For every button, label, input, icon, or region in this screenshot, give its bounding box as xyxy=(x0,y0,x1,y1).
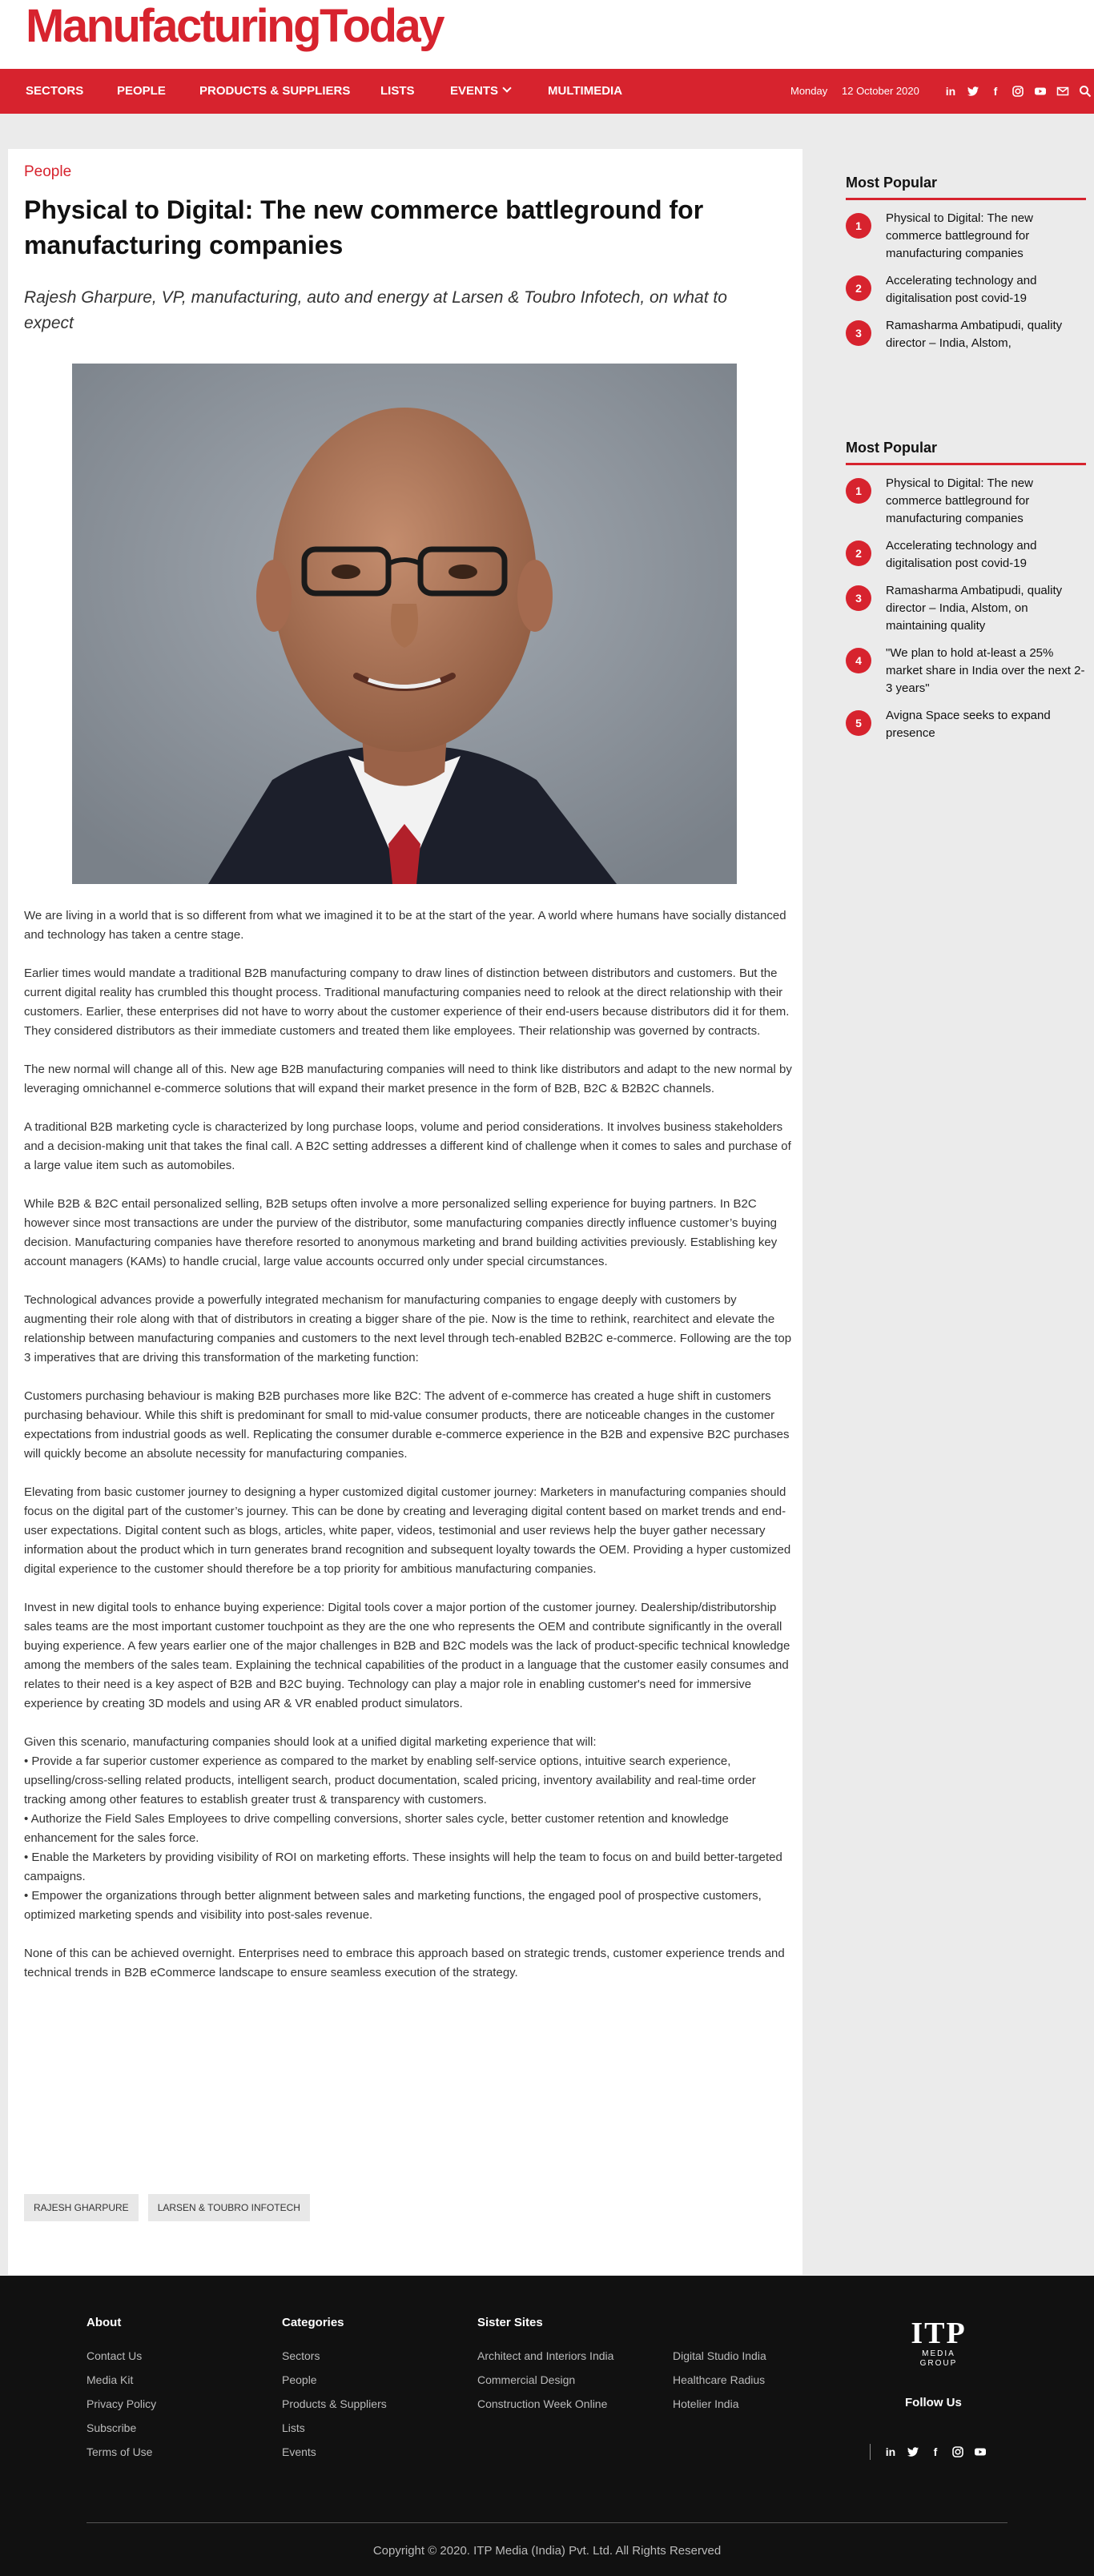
footer-heading: Sister Sites xyxy=(477,2316,543,2329)
follow-us-label: Follow Us xyxy=(905,2396,962,2409)
sidebar-heading: Most Popular xyxy=(846,175,1086,200)
popular-item[interactable] xyxy=(846,707,1086,742)
itp-logo-media: MEDIA xyxy=(922,2349,955,2358)
popular-item-title: Ramasharma Ambatipudi, quality director – India, Alstom, on maintaining quality xyxy=(886,584,1063,633)
instagram-icon[interactable] xyxy=(951,2445,965,2459)
nav-products-suppliers[interactable]: PRODUCTS & SUPPLIERS xyxy=(199,84,351,98)
site-footer xyxy=(0,2276,1094,2576)
popular-item-title: Accelerating technology and digitalisation post covid-19 xyxy=(886,539,1037,570)
nav-lists[interactable]: LISTS xyxy=(380,84,415,98)
article-paragraph: Invest in new digital tools to enhance buying experience: Digital tools cover a major portion of the customer journey. Dealership/distributorship sales teams are the most important customer touchpoint as they are the one who represents the OEM and contribute significantly in the overall buying experience. A few years earlier one of the major challenges in B2B and B2C models was the lack of product-specific technical knowledge among the members of the sales team. Explaining the technical capabilities of the product in a language that the customer easily consumes and relates to their need is a key aspect of B2B and B2C buying. Technology can play a major role in enabling customer's need for immersive experience by creating 3D models and using AR & VR enabled product simulators. xyxy=(24,1601,790,1710)
itp-media-logo[interactable] xyxy=(899,2317,979,2369)
popular-item[interactable] xyxy=(846,317,1086,352)
popular-item-title: Accelerating technology and digitalisation post covid-19 xyxy=(886,274,1037,305)
footer-link-media-kit[interactable]: Media Kit xyxy=(86,2373,134,2386)
linkedin-icon[interactable]: in xyxy=(945,85,956,98)
twitter-icon[interactable] xyxy=(966,84,980,98)
itp-logo-group: GROUP xyxy=(919,2359,958,2368)
popular-list xyxy=(846,210,1086,352)
popular-item-title: Avigna Space seeks to expand presence xyxy=(886,709,1051,740)
footer-link-commercial-design[interactable]: Commercial Design xyxy=(477,2373,576,2386)
email-icon[interactable] xyxy=(1056,84,1070,98)
popular-item-title: Physical to Digital: The new commerce battleground for manufacturing companies xyxy=(886,211,1033,260)
rank-badge: 3 xyxy=(846,320,871,346)
article-tags xyxy=(24,2194,310,2221)
article-body xyxy=(24,906,793,2002)
footer-link-subscribe[interactable]: Subscribe xyxy=(86,2421,137,2434)
popular-item[interactable] xyxy=(846,272,1086,307)
youtube-icon[interactable] xyxy=(1033,84,1048,98)
footer-link-digital-studio[interactable]: Digital Studio India xyxy=(673,2349,766,2362)
site-logo[interactable] xyxy=(26,0,443,56)
facebook-icon[interactable]: f xyxy=(933,2445,938,2458)
author-portrait-photo xyxy=(72,364,737,884)
itp-logo-text: ITP xyxy=(911,2317,967,2350)
rank-badge: 2 xyxy=(846,275,871,301)
footer-divider xyxy=(86,2522,1008,2523)
youtube-icon[interactable] xyxy=(973,2445,987,2459)
popular-item-title: "We plan to hold at-least a 25% market share in India over the next 2-3 years" xyxy=(886,646,1085,695)
chevron-down-icon xyxy=(502,83,511,92)
sidebar-most-popular-2 xyxy=(846,440,1086,752)
search-icon[interactable] xyxy=(1078,84,1092,98)
footer-link-lists[interactable]: Lists xyxy=(282,2421,305,2434)
footer-link-healthcare-radius[interactable]: Healthcare Radius xyxy=(673,2373,766,2386)
rank-badge: 2 xyxy=(846,541,871,566)
footer-link-events[interactable]: Events xyxy=(282,2445,316,2458)
article-subtitle: Rajesh Gharpure, VP, manufacturing, auto and energy at Larsen & Toubro Infotech, on what to expect xyxy=(24,288,727,332)
nav-sectors[interactable]: SECTORS xyxy=(26,84,84,98)
copyright-text: Copyright © 2020. ITP Media (India) Pvt. Ltd. All Rights Reserved xyxy=(372,2544,722,2558)
footer-link-contact-us[interactable]: Contact Us xyxy=(86,2349,143,2362)
article-paragraph: Earlier times would mandate a traditional B2B manufacturing company to draw lines of distinction between distributors and customers. But the current digital reality has crumbled this thought process. Traditional manufacturing companies need to relook at the direct relationship with their customers. Earlier, these enterprises did not have to worry about the customer experience of their end-users because distributors did it for them. They considered distributors as their immediate customers and treated them like employees. Their relationship was governed by contracts. xyxy=(24,967,790,1038)
tag-larsen-toubro-infotech[interactable]: LARSEN & TOUBRO INFOTECH xyxy=(148,2194,310,2221)
footer-about xyxy=(86,2316,156,2464)
rank-badge: 1 xyxy=(846,213,871,239)
footer-heading: About xyxy=(86,2316,122,2329)
popular-item-title: Physical to Digital: The new commerce battleground for manufacturing companies xyxy=(886,476,1033,525)
article-title: Physical to Digital: The new commerce battleground for manufacturing companies xyxy=(24,195,704,259)
footer-heading: Categories xyxy=(282,2316,344,2329)
rank-badge: 3 xyxy=(846,585,871,611)
divider xyxy=(870,2444,871,2460)
article-paragraph-list: Given this scenario, manufacturing companies should look at a unified digital marketing experience that will: • Provide a far superior customer experience as compared to the market by enabling self-service options, intuitive search experience, upselling/cross-selling related products, intelligent search, product documentation, scaled pricing, inventory availability and real-time order tracking among other features to establish greater trust & transparency with customers. • Authorize the Field Sales Employees to drive compelling conversions, shorter sales cycle, better customer retention and knowledge enhancement for the sales force. • Enable the Marketers by providing visibility of ROI on marketing efforts. These insights will help the team to focus on and build better-targeted campaigns. • Empower the organizations through better alignment between sales and marketing functions, the engaged pool of prospective customers, optimized marketing spends and visibility into post-sales revenue. xyxy=(24,1735,782,1922)
article-category[interactable]: People xyxy=(24,163,72,180)
twitter-icon[interactable] xyxy=(906,2445,920,2459)
main-nav xyxy=(0,69,1094,114)
footer-link-hotelier-india[interactable]: Hotelier India xyxy=(673,2397,739,2410)
rank-badge: 1 xyxy=(846,478,871,504)
article-paragraph: Technological advances provide a powerfully integrated mechanism for manufacturing companies to engage deeply with customers by augmenting their role along with that of distributors in creating a bigger share of the pie. Now is the time to rethink, rearchitect and elevate the relationship between manufacturing companies and customers to the next level through tech-enabled B2B2C e-commerce. Following are the top 3 imperatives that are driving this transformation of the marketing function: xyxy=(24,1293,792,1364)
popular-item[interactable] xyxy=(846,582,1086,635)
footer-link-sectors[interactable]: Sectors xyxy=(282,2349,320,2362)
footer-link-people[interactable]: People xyxy=(282,2373,317,2386)
popular-list xyxy=(846,475,1086,742)
article-paragraph: While B2B & B2C entail personalized selling, B2B setups often involve a more personalized selling experience for buying partners. In B2C however since most transactions are under the purview of the distributor, some manufacturing companies directly influence customer’s buying decision. Manufacturing companies have therefore resorted to anonymous marketing and brand building activities previously. Establishing key account managers (KAMs) to handle crucial, large value accounts occurred only under special circumstances. xyxy=(24,1197,778,1268)
article xyxy=(8,149,802,2275)
article-paragraph: The new normal will change all of this. New age B2B manufacturing companies will need to think like distributors and adapt to the new normal by leveraging omnichannel e-commerce solutions that will expand their market presence in the form of B2B, B2C & B2B2C channels. xyxy=(24,1063,792,1095)
popular-item[interactable] xyxy=(846,475,1086,528)
footer-social-links xyxy=(870,2444,987,2460)
facebook-icon[interactable]: f xyxy=(993,85,998,98)
nav-multimedia[interactable]: MULTIMEDIA xyxy=(548,84,623,98)
rank-badge: 4 xyxy=(846,648,871,673)
header-social-links xyxy=(943,83,1092,99)
footer-sister-sites xyxy=(477,2316,613,2416)
site-header xyxy=(0,0,1094,69)
logo-manufacturing: Manufacturing xyxy=(26,0,320,52)
linkedin-icon[interactable]: in xyxy=(885,2445,896,2458)
sidebar-most-popular-1 xyxy=(846,175,1086,362)
current-date: 12 October 2020 xyxy=(842,85,919,97)
footer-link-terms[interactable]: Terms of Use xyxy=(86,2445,153,2458)
instagram-icon[interactable] xyxy=(1011,84,1025,98)
footer-categories xyxy=(282,2316,387,2464)
popular-item-title: Ramasharma Ambatipudi, quality director – India, Alstom, xyxy=(886,319,1063,350)
footer-link-construction-week[interactable]: Construction Week Online xyxy=(477,2397,608,2410)
article-paragraph: Elevating from basic customer journey to designing a hyper customized digital customer journey: Marketers in manufacturing companies should focus on the digital part of the customer’s journey. This can be done by creating and leveraging digital content based on market trends and end-user expectations. Digital content such as blogs, articles, white paper, videos, testimonial and user reviews help the buyer gather necessary information about the product which in turn generates brand recognition and subsequent loyalty towards the OEM. Providing a hyper customized digital experience to the customer should therefore be a top priority for ambitious manufacturing companies. xyxy=(24,1485,791,1576)
article-paragraph: Customers purchasing behaviour is making B2B purchases more like B2C: The advent of e-commerce has created a huge shift in customers purchasing behaviour. While this shift is predominant for small to mid-value consumer products, there are noticeable changes in the customer expectations from industrial goods as well. Replicating the consumer durable e-commerce experience in the B2B and expensive B2C purchases will quickly become an absolute necessity for manufacturing companies. xyxy=(24,1389,790,1461)
nav-events-label: EVENTS xyxy=(450,84,499,98)
logo-today: Today xyxy=(320,0,444,52)
popular-item[interactable] xyxy=(846,645,1086,697)
footer-link-products-suppliers[interactable]: Products & Suppliers xyxy=(282,2397,387,2410)
current-day: Monday xyxy=(790,85,828,97)
tag-rajesh-gharpure[interactable]: RAJESH GHARPURE xyxy=(24,2194,139,2221)
footer-sister-sites-col2 xyxy=(673,2344,766,2416)
sidebar-heading: Most Popular xyxy=(846,440,1086,465)
popular-item[interactable] xyxy=(846,210,1086,263)
article-paragraph: A traditional B2B marketing cycle is characterized by long purchase loops, volume and period considerations. It involves business stakeholders and a decision-making unit that takes the final call. A B2C setting addresses a different kind of challenge when it comes to sales and purchase of a large value item such as automobiles. xyxy=(24,1120,791,1172)
rank-badge: 5 xyxy=(846,710,871,736)
popular-item[interactable] xyxy=(846,537,1086,573)
article-paragraph: None of this can be achieved overnight. Enterprises need to embrace this approach based on strategic trends, customer experience trends and technical trends in B2B eCommerce landscape to ensure seamless execution of the strategy. xyxy=(24,1947,785,1979)
nav-people[interactable]: PEOPLE xyxy=(117,84,166,98)
article-paragraph: We are living in a world that is so different from what we imagined it to be at the start of the year. A world where humans have socially distanced and technology has taken a centre stage. xyxy=(24,909,786,942)
nav-events[interactable] xyxy=(450,69,510,114)
footer-link-privacy-policy[interactable]: Privacy Policy xyxy=(86,2397,157,2410)
footer-link-architect-interiors[interactable]: Architect and Interiors India xyxy=(477,2349,614,2362)
